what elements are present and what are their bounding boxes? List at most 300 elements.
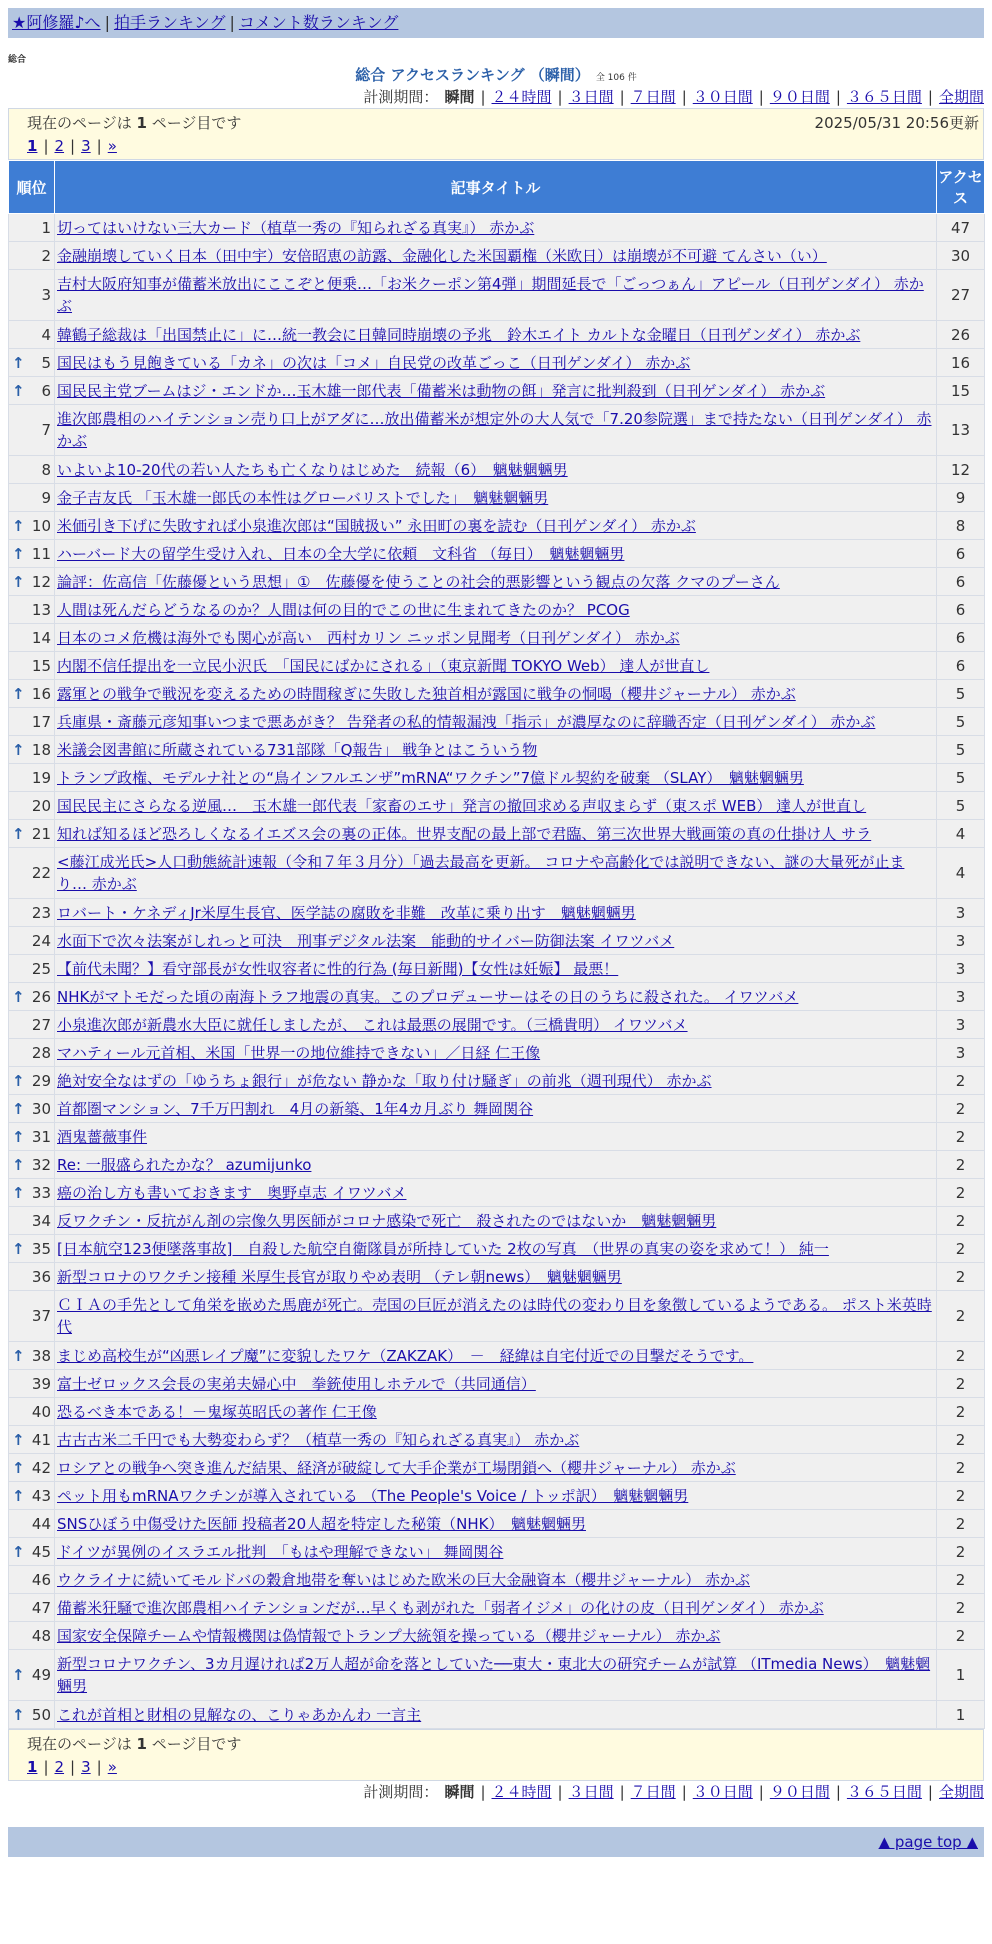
ranking-body [9, 214, 985, 1729]
title-cell [55, 1370, 937, 1398]
page-link[interactable]: 2 [54, 137, 65, 155]
article-title-link[interactable]: いよいよ10-20代の若い人たちも亡くなりはじめた 続報（6） 魑魅魍魎男 [57, 460, 568, 479]
article-title-link[interactable]: 酒鬼薔薇事件 [57, 1127, 148, 1146]
title-cell [55, 792, 937, 820]
rank-number: 14 [31, 628, 51, 647]
table-row [9, 1179, 985, 1207]
rank-cell [9, 1566, 55, 1594]
article-title-link[interactable]: NHKがマトモだった頃の南海トラフ地震の真実。このプロデューサーはその日のうちに殺された。 イワツバメ [57, 987, 799, 1006]
article-title-link[interactable]: 進次郎農相のハイテンション売り口上がアダに…放出備蓄米が想定外の大人気で「7.20参院選」まで持たない（日刊ゲンダイ） 赤かぶ [57, 410, 932, 450]
ranking-title: 総合 アクセスランキング （瞬間） [355, 66, 590, 84]
article-title-link[interactable]: 国民民主にさらなる逆風… 玉木雄一郎代表「家畜のエサ」発言の撤回求める声収まらず（東スポ WEB） 達人が世直し [57, 796, 867, 815]
article-title-link[interactable]: ペット用もmRNAワクチンが導入されている （The People's Voice / トッポ訳） 魑魅魍魎男 [57, 1486, 689, 1505]
page-info-box [8, 108, 984, 160]
rank-cell [9, 1701, 55, 1729]
table-row [9, 1039, 985, 1067]
title-cell [55, 512, 937, 540]
access-count: 16 [937, 349, 985, 377]
article-title-link[interactable]: 新型コロナのワクチン接種 米厚生長官が取りやめ表明 （テレ朝news） 魑魅魍魎男 [57, 1267, 622, 1286]
page-link-current[interactable]: 1 [27, 1758, 38, 1776]
rank-cell [9, 899, 55, 927]
rank-cell [9, 1342, 55, 1370]
rank-cell [9, 349, 55, 377]
access-count: 2 [937, 1566, 985, 1594]
title-cell [55, 764, 937, 792]
rank-number: 36 [31, 1267, 51, 1286]
title-cell [55, 377, 937, 405]
rank-up-arrow-icon: ↑ [12, 1155, 25, 1174]
table-row [9, 1510, 985, 1538]
article-title-link[interactable]: ロバート・ケネディJr米厚生長官、医学誌の腐敗を非難 改革に乗り出す 魑魅魍魎男 [57, 903, 636, 922]
nav-link-comment-ranking[interactable]: コメント数ランキング [238, 13, 399, 32]
title-cell [55, 927, 937, 955]
article-title-link[interactable]: 切ってはいけない三大カード（植草一秀の『知られざる真実』） 赤かぶ [57, 218, 535, 237]
period-current: 瞬間 [444, 1783, 475, 1801]
table-row [9, 1123, 985, 1151]
access-count: 6 [937, 624, 985, 652]
title-cell [55, 955, 937, 983]
article-title-link[interactable]: 備蓄米狂騒で進次郎農相ハイテンションだが…早くも剥がれた「弱者イジメ」の化けの皮（日刊ゲンダイ） 赤かぶ [57, 1598, 824, 1617]
access-count: 2 [937, 1594, 985, 1622]
page [8, 8, 984, 1857]
rank-cell [9, 1650, 55, 1701]
article-title-link[interactable]: 首都圏マンション、7千万円割れ 4月の新築、1年4カ月ぶり 舞岡関谷 [57, 1099, 534, 1118]
title-cell [55, 1594, 937, 1622]
access-count: 3 [937, 1011, 985, 1039]
rank-cell [9, 708, 55, 736]
rank-up-arrow-icon: ↑ [12, 381, 25, 400]
title-cell [55, 1538, 937, 1566]
article-title-link[interactable]: 癌の治し方も書いておきます 奥野卓志 イワツバメ [57, 1183, 407, 1202]
rank-number: 44 [31, 1514, 51, 1533]
period-separator: | [927, 88, 933, 106]
rank-number: 19 [31, 768, 51, 787]
access-count: 2 [937, 1179, 985, 1207]
period-link[interactable]: ３０日間 [692, 88, 753, 106]
table-row [9, 624, 985, 652]
title-cell [55, 652, 937, 680]
page-info-box-bottom [8, 1729, 984, 1781]
rank-cell [9, 736, 55, 764]
rank-cell [9, 214, 55, 242]
access-count: 6 [937, 540, 985, 568]
article-title-link[interactable]: まじめ高校生が“凶悪レイプ魔”に変貌したワケ（ZAKZAK） － 経緯は自宅付近での目撃だそうです。 [57, 1346, 754, 1365]
rank-number: 41 [31, 1430, 51, 1449]
rank-cell [9, 405, 55, 456]
rank-number: 16 [31, 684, 51, 703]
title-cell [55, 1342, 937, 1370]
page-next-link[interactable]: » [107, 1758, 117, 1776]
rank-cell [9, 1095, 55, 1123]
page-status-prefix: 現在のページは [27, 114, 137, 132]
rank-cell [9, 1370, 55, 1398]
rank-cell [9, 792, 55, 820]
table-row [9, 820, 985, 848]
rank-number: 38 [31, 1346, 51, 1365]
title-cell [55, 848, 937, 899]
page-separator: | [96, 137, 102, 155]
rank-number: 7 [41, 421, 51, 439]
period-label: 計測期間： [363, 88, 439, 106]
title-cell [55, 214, 937, 242]
rank-up-arrow-icon: ↑ [12, 1071, 25, 1090]
title-cell [55, 484, 937, 512]
access-count: 6 [937, 652, 985, 680]
rank-cell [9, 484, 55, 512]
access-count: 2 [937, 1342, 985, 1370]
table-row [9, 1398, 985, 1426]
article-title-link[interactable]: 絶対安全なはずの「ゆうちょ銀行」が危ない 静かな「取り付け騒ぎ」の前兆（週刊現代） 赤かぶ [57, 1071, 712, 1090]
rank-cell [9, 321, 55, 349]
article-title-link[interactable]: 韓鶴子総裁は「出国禁止に」に…統一教会に日韓同時崩壊の予兆 鈴木エイト カルトな金曜日（日刊ゲンダイ） 赤かぶ [57, 325, 861, 344]
rank-up-arrow-icon: ↑ [12, 1705, 25, 1724]
title-cell [55, 1067, 937, 1095]
article-title-link[interactable]: 金子吉友氏 「玉木雄一郎氏の本性はグローバリストでした」 魑魅魍魎男 [57, 488, 549, 507]
title-cell [55, 680, 937, 708]
title-cell [55, 1398, 937, 1426]
article-title-link[interactable]: 新型コロナワクチン、3カ月遅ければ2万人超が命を落としていた──東大・東北大の研究チームが試算 （ITmedia News） 魑魅魍魎男 [57, 1655, 931, 1695]
access-count: 2 [937, 1151, 985, 1179]
table-row [9, 1538, 985, 1566]
access-count: 2 [937, 1482, 985, 1510]
article-title-link[interactable]: 国家安全保障チームや情報機関は偽情報でトランプ大統領を操っている（櫻井ジャーナル） 赤かぶ [57, 1626, 721, 1645]
access-count: 15 [937, 377, 985, 405]
table-row [9, 927, 985, 955]
period-separator: | [619, 88, 625, 106]
article-title-link[interactable]: 反ワクチン・反抗がん剤の宗像久男医師がコロナ感染で死亡 殺されたのではないか 魑魅魍魎男 [57, 1211, 717, 1230]
access-count: 12 [937, 456, 985, 484]
article-title-link[interactable]: 古古古米二千円でも大勢変わらず？（植草一秀の『知られざる真実』） 赤かぶ [57, 1430, 580, 1449]
table-row [9, 1426, 985, 1454]
footer-bar [8, 1827, 984, 1857]
rank-number: 26 [31, 987, 51, 1006]
table-row [9, 1594, 985, 1622]
title-cell [55, 708, 937, 736]
title-cell [55, 1622, 937, 1650]
rank-number: 49 [31, 1666, 51, 1684]
article-title-link[interactable]: ＣＩＡの手先として角栄を嵌めた馬鹿が死亡。売国の巨匠が消えたのは時代の変わり目を象徴しているようである。 ポスト米英時代 [57, 1296, 932, 1336]
title-cell [55, 899, 937, 927]
article-title-link[interactable]: ハーバード大の留学生受け入れ、日本の全大学に依頼 文科省 （毎日） 魑魅魍魎男 [57, 544, 625, 563]
article-title-link[interactable]: 【前代未聞？】看守部長が女性収容者に性的行為 (毎日新聞)【女性は妊娠】 最悪！ [57, 959, 619, 978]
article-title-link[interactable]: 論評：佐高信「佐藤優という思想」① 佐藤優を使うことの社会的悪影響という観点の欠落 クマのプーさん [57, 572, 780, 591]
nav-link-applause-ranking[interactable]: 拍手ランキング [113, 13, 226, 32]
access-count: 2 [937, 1235, 985, 1263]
period-link[interactable]: ９０日間 [769, 1783, 830, 1801]
table-row [9, 680, 985, 708]
rank-up-arrow-icon: ↑ [12, 353, 25, 372]
rank-cell [9, 596, 55, 624]
article-title-link[interactable]: <藤江成光氏>人口動態統計速報（令和７年３月分）「過去最高を更新。 コロナや高齢化では説明できない、謎の大量死が止まり… 赤かぶ [57, 853, 905, 893]
article-title-link[interactable]: マハティール元首相、米国「世界一の地位維持できない」／日経 仁王像 [57, 1043, 541, 1062]
rank-cell [9, 955, 55, 983]
rank-number: 32 [31, 1155, 51, 1174]
table-row [9, 1095, 985, 1123]
period-link[interactable]: ７日間 [630, 1783, 676, 1801]
table-row [9, 242, 985, 270]
title-cell [55, 1235, 937, 1263]
access-count: 2 [937, 1207, 985, 1235]
page-status-suffix: ページ目です [146, 114, 242, 132]
access-count: 3 [937, 983, 985, 1011]
table-row [9, 456, 985, 484]
table-row [9, 568, 985, 596]
rank-number: 25 [31, 959, 51, 978]
page-top-link[interactable]: ▲ page top ▲ [878, 1833, 978, 1851]
rank-cell [9, 1454, 55, 1482]
rank-cell [9, 1235, 55, 1263]
rank-cell [9, 680, 55, 708]
rank-number: 48 [31, 1626, 51, 1645]
access-count: 9 [937, 484, 985, 512]
nav-link-home[interactable]: ★阿修羅♪へ [12, 13, 101, 32]
period-separator: | [681, 1783, 687, 1801]
rank-number: 31 [31, 1127, 51, 1146]
table-row [9, 1622, 985, 1650]
table-row [9, 1342, 985, 1370]
article-title-link[interactable]: 水面下で次々法案がしれっと可決 刑事デジタル法案 能動的サイバー防御法案 イワツバメ [57, 931, 675, 950]
article-title-link[interactable]: SNSひぼう中傷受けた医師 投稿者20人超を特定した秘策（NHK） 魑魅魍魎男 [57, 1514, 586, 1533]
access-count: 4 [937, 820, 985, 848]
rank-number: 11 [31, 544, 51, 563]
rank-number: 15 [31, 656, 51, 675]
rank-number: 3 [41, 286, 51, 304]
col-header-rank: 順位 [9, 161, 55, 214]
rank-cell [9, 540, 55, 568]
rank-number: 12 [31, 572, 51, 591]
article-title-link[interactable]: [日本航空123便墜落事故] 自殺した航空自衛隊員が所持していた 2枚の写真 （世界の真実の姿を求めて！） 純一 [57, 1239, 829, 1258]
rank-cell [9, 1123, 55, 1151]
title-cell [55, 1510, 937, 1538]
table-row [9, 792, 985, 820]
title-cell [55, 1207, 937, 1235]
rank-cell [9, 1594, 55, 1622]
page-separator: | [43, 137, 49, 155]
period-separator: | [758, 1783, 764, 1801]
title-cell [55, 456, 937, 484]
table-row [9, 512, 985, 540]
rank-number: 2 [41, 246, 51, 265]
access-count: 5 [937, 736, 985, 764]
article-title-link[interactable]: 吉村大阪府知事が備蓄米放出にここぞと便乗…「お米クーポン第4弾」期間延長で「ごっつぁん」アピール（日刊ゲンダイ） 赤かぶ [57, 275, 924, 315]
article-title-link[interactable]: ロシアとの戦争へ突き進んだ結果、経済が破綻して大手企業が工場閉鎖へ（櫻井ジャーナル） 赤かぶ [57, 1458, 736, 1477]
table-row [9, 349, 985, 377]
nav-separator: | [104, 13, 110, 32]
table-row [9, 1207, 985, 1235]
rank-number: 9 [41, 488, 51, 507]
title-cell [55, 270, 937, 321]
col-header-title: 記事タイトル [55, 161, 937, 214]
title-cell [55, 1011, 937, 1039]
rank-number: 4 [41, 325, 51, 344]
article-title-link[interactable]: 富士ゼロックス会長の実弟夫婦心中 拳銃使用しホテルで（共同通信） [57, 1374, 536, 1393]
article-title-link[interactable]: これが首相と財相の見解なの、こりゃあかんわ 一言主 [57, 1705, 422, 1724]
table-row [9, 405, 985, 456]
title-cell [55, 1566, 937, 1594]
rank-cell [9, 242, 55, 270]
table-row [9, 1566, 985, 1594]
period-label: 計測期間： [363, 1783, 439, 1801]
rank-number: 47 [31, 1598, 51, 1617]
access-count: 5 [937, 680, 985, 708]
article-title-link[interactable]: 金融崩壊していく日本（田中宇）安倍昭恵の訪露、金融化した米国覇権（米欧日）は崩壊が不可避 てんさい（い） [57, 246, 827, 265]
table-row [9, 270, 985, 321]
period-separator: | [835, 1783, 841, 1801]
table-row [9, 983, 985, 1011]
access-count: 1 [937, 1650, 985, 1701]
rank-number: 37 [31, 1307, 51, 1325]
page-link[interactable]: 3 [81, 137, 91, 155]
article-title-link[interactable]: 国民民主党ブームはジ・エンドか…玉木雄一郎代表「備蓄米は動物の餌」発言に批判殺到（日刊ゲンダイ） 赤かぶ [57, 381, 826, 400]
table-row [9, 540, 985, 568]
rank-cell [9, 983, 55, 1011]
table-row [9, 955, 985, 983]
article-title-link[interactable]: ウクライナに続いてモルドバの穀倉地帯を奪いはじめた欧米の巨大金融資本（櫻井ジャーナル） 赤かぶ [57, 1570, 750, 1589]
rank-cell [9, 848, 55, 899]
period-separator: | [480, 1783, 486, 1801]
rank-number: 35 [31, 1239, 51, 1258]
page-separator: | [70, 137, 76, 155]
rank-cell [9, 1151, 55, 1179]
page-separator: | [70, 1758, 76, 1776]
period-separator: | [557, 1783, 563, 1801]
rank-number: 30 [31, 1099, 51, 1118]
rank-up-arrow-icon: ↑ [12, 1542, 25, 1561]
article-title-link[interactable]: 米価引き下げに失敗すれば小泉進次郎は“国賊扱い” 永田町の裏を読む（日刊ゲンダイ） 赤かぶ [57, 516, 696, 535]
access-count: 2 [937, 1263, 985, 1291]
rank-cell [9, 1398, 55, 1426]
period-link[interactable]: ９０日間 [769, 88, 830, 106]
period-separator: | [557, 88, 563, 106]
page-status-line [27, 111, 979, 135]
period-link[interactable]: 全期間 [938, 1783, 984, 1801]
article-title-link[interactable]: 露軍との戦争で戦況を変えるための時間稼ぎに失敗した独首相が露国に戦争の恫喝（櫻井ジャーナル） 赤かぶ [57, 684, 796, 703]
period-current: 瞬間 [444, 88, 475, 106]
article-title-link[interactable]: 小泉進次郎が新農水大臣に就任しましたが、 これは最悪の展開です。（三橋貴明） イワツバメ [57, 1015, 688, 1034]
period-separator: | [619, 1783, 625, 1801]
page-link-current[interactable]: 1 [27, 137, 38, 155]
title-cell [55, 1291, 937, 1342]
access-count: 4 [937, 848, 985, 899]
article-title-link[interactable]: 米議会図書館に所蔵されている731部隊「Q報告」 戦争とはこういう物 [57, 740, 538, 759]
rank-number: 20 [31, 796, 51, 815]
rank-number: 8 [41, 460, 51, 479]
access-count: 2 [937, 1454, 985, 1482]
access-count: 30 [937, 242, 985, 270]
table-row [9, 764, 985, 792]
rank-up-arrow-icon: ↑ [12, 824, 25, 843]
access-count: 2 [937, 1426, 985, 1454]
access-count: 3 [937, 1039, 985, 1067]
rank-cell [9, 1426, 55, 1454]
rank-cell [9, 1039, 55, 1067]
access-count: 26 [937, 321, 985, 349]
rank-up-arrow-icon: ↑ [12, 1458, 25, 1477]
period-selector [8, 86, 984, 108]
page-separator: | [43, 1758, 49, 1776]
access-count: 2 [937, 1510, 985, 1538]
rank-up-arrow-icon: ↑ [12, 684, 25, 703]
period-separator: | [480, 88, 486, 106]
updated-timestamp: 2025/05/31 20:56更新 [814, 114, 979, 132]
rank-up-arrow-icon: ↑ [12, 1239, 25, 1258]
period-link[interactable]: ２４時間 [491, 1783, 552, 1801]
article-title-link[interactable]: ドイツが異例のイスラエル批判 「もはや理解できない」 舞岡関谷 [57, 1542, 504, 1561]
article-title-link[interactable]: トランプ政権、モデルナ社との“鳥インフルエンザ”mRNA“ワクチン”7億ドル契約を破棄 （SLAY） 魑魅魍魎男 [57, 768, 804, 787]
rank-up-arrow-icon: ↑ [12, 1346, 25, 1365]
table-row [9, 1011, 985, 1039]
access-count: 5 [937, 764, 985, 792]
title-cell [55, 983, 937, 1011]
rank-up-arrow-icon: ↑ [12, 740, 25, 759]
title-cell [55, 349, 937, 377]
period-link[interactable]: ３６５日間 [846, 88, 922, 106]
period-link[interactable]: ３０日間 [692, 1783, 753, 1801]
period-link[interactable]: ７日間 [630, 88, 676, 106]
rank-number: 22 [31, 864, 51, 882]
title-cell [55, 736, 937, 764]
article-title-link[interactable]: 人間は死んだらどうなるのか？人間は何の目的でこの世に生まれてきたのか？ PCOG [57, 600, 630, 619]
col-header-access: アクセス [937, 161, 985, 214]
period-link[interactable]: ３日間 [568, 88, 614, 106]
rank-number: 23 [31, 903, 51, 922]
period-link[interactable]: ３６５日間 [846, 1783, 922, 1801]
title-cell [55, 1263, 937, 1291]
period-separator: | [835, 88, 841, 106]
title-cell [55, 1123, 937, 1151]
page-next-link[interactable]: » [107, 137, 117, 155]
title-cell [55, 596, 937, 624]
page-link[interactable]: 2 [54, 1758, 65, 1776]
period-separator: | [681, 88, 687, 106]
rank-number: 33 [31, 1183, 51, 1202]
title-cell [55, 1426, 937, 1454]
rank-number: 27 [31, 1015, 51, 1034]
article-title-link[interactable]: 日本のコメ危機は海外でも関心が高い 西村カリン ニッポン見聞考（日刊ゲンダイ） 赤かぶ [57, 628, 680, 647]
rank-number: 17 [31, 712, 51, 731]
top-nav [8, 8, 984, 38]
article-title-link[interactable]: 知れば知るほど恐ろしくなるイエズス会の裏の正体。世界支配の最上部で君臨、第三次世界大戦画策の真の仕掛け人 サラ [57, 824, 872, 843]
rank-cell [9, 1291, 55, 1342]
period-link[interactable]: ２４時間 [491, 88, 552, 106]
rank-up-arrow-icon: ↑ [12, 1430, 25, 1449]
rank-cell [9, 1067, 55, 1095]
rank-cell [9, 1622, 55, 1650]
rank-number: 10 [31, 516, 51, 535]
article-title-link[interactable]: 国民はもう見飽きている「カネ」の次は「コメ」自民党の改革ごっこ（日刊ゲンダイ） 赤かぶ [57, 353, 691, 372]
table-row [9, 1291, 985, 1342]
rank-cell [9, 1179, 55, 1207]
article-title-link[interactable]: 兵庫県・斎藤元彦知事いつまで悪あがき？ 告発者の私的情報漏洩「指示」が濃厚なのに辞職否定（日刊ゲンダイ） 赤かぶ [57, 712, 876, 731]
article-title-link[interactable]: 恐るべき本である！－鬼塚英昭氏の著作 仁王像 [57, 1402, 377, 1421]
article-title-link[interactable]: 内閣不信任提出を一立民小沢氏 「国民にばかにされる」（東京新聞 TOKYO Web） 達人が世直し [57, 656, 710, 675]
table-row [9, 652, 985, 680]
article-title-link[interactable]: Re: 一服盛られたかな？ azumijunko [57, 1155, 312, 1174]
period-link[interactable]: ３日間 [568, 1783, 614, 1801]
period-link[interactable]: 全期間 [938, 88, 984, 106]
period-separator: | [758, 88, 764, 106]
rank-number: 43 [31, 1486, 51, 1505]
table-row [9, 1650, 985, 1701]
access-count: 6 [937, 568, 985, 596]
rank-number: 50 [31, 1705, 51, 1724]
access-count: 2 [937, 1398, 985, 1426]
rank-up-arrow-icon: ↑ [12, 1183, 25, 1202]
access-count: 3 [937, 955, 985, 983]
rank-cell [9, 456, 55, 484]
rank-up-arrow-icon: ↑ [12, 987, 25, 1006]
page-link[interactable]: 3 [81, 1758, 91, 1776]
